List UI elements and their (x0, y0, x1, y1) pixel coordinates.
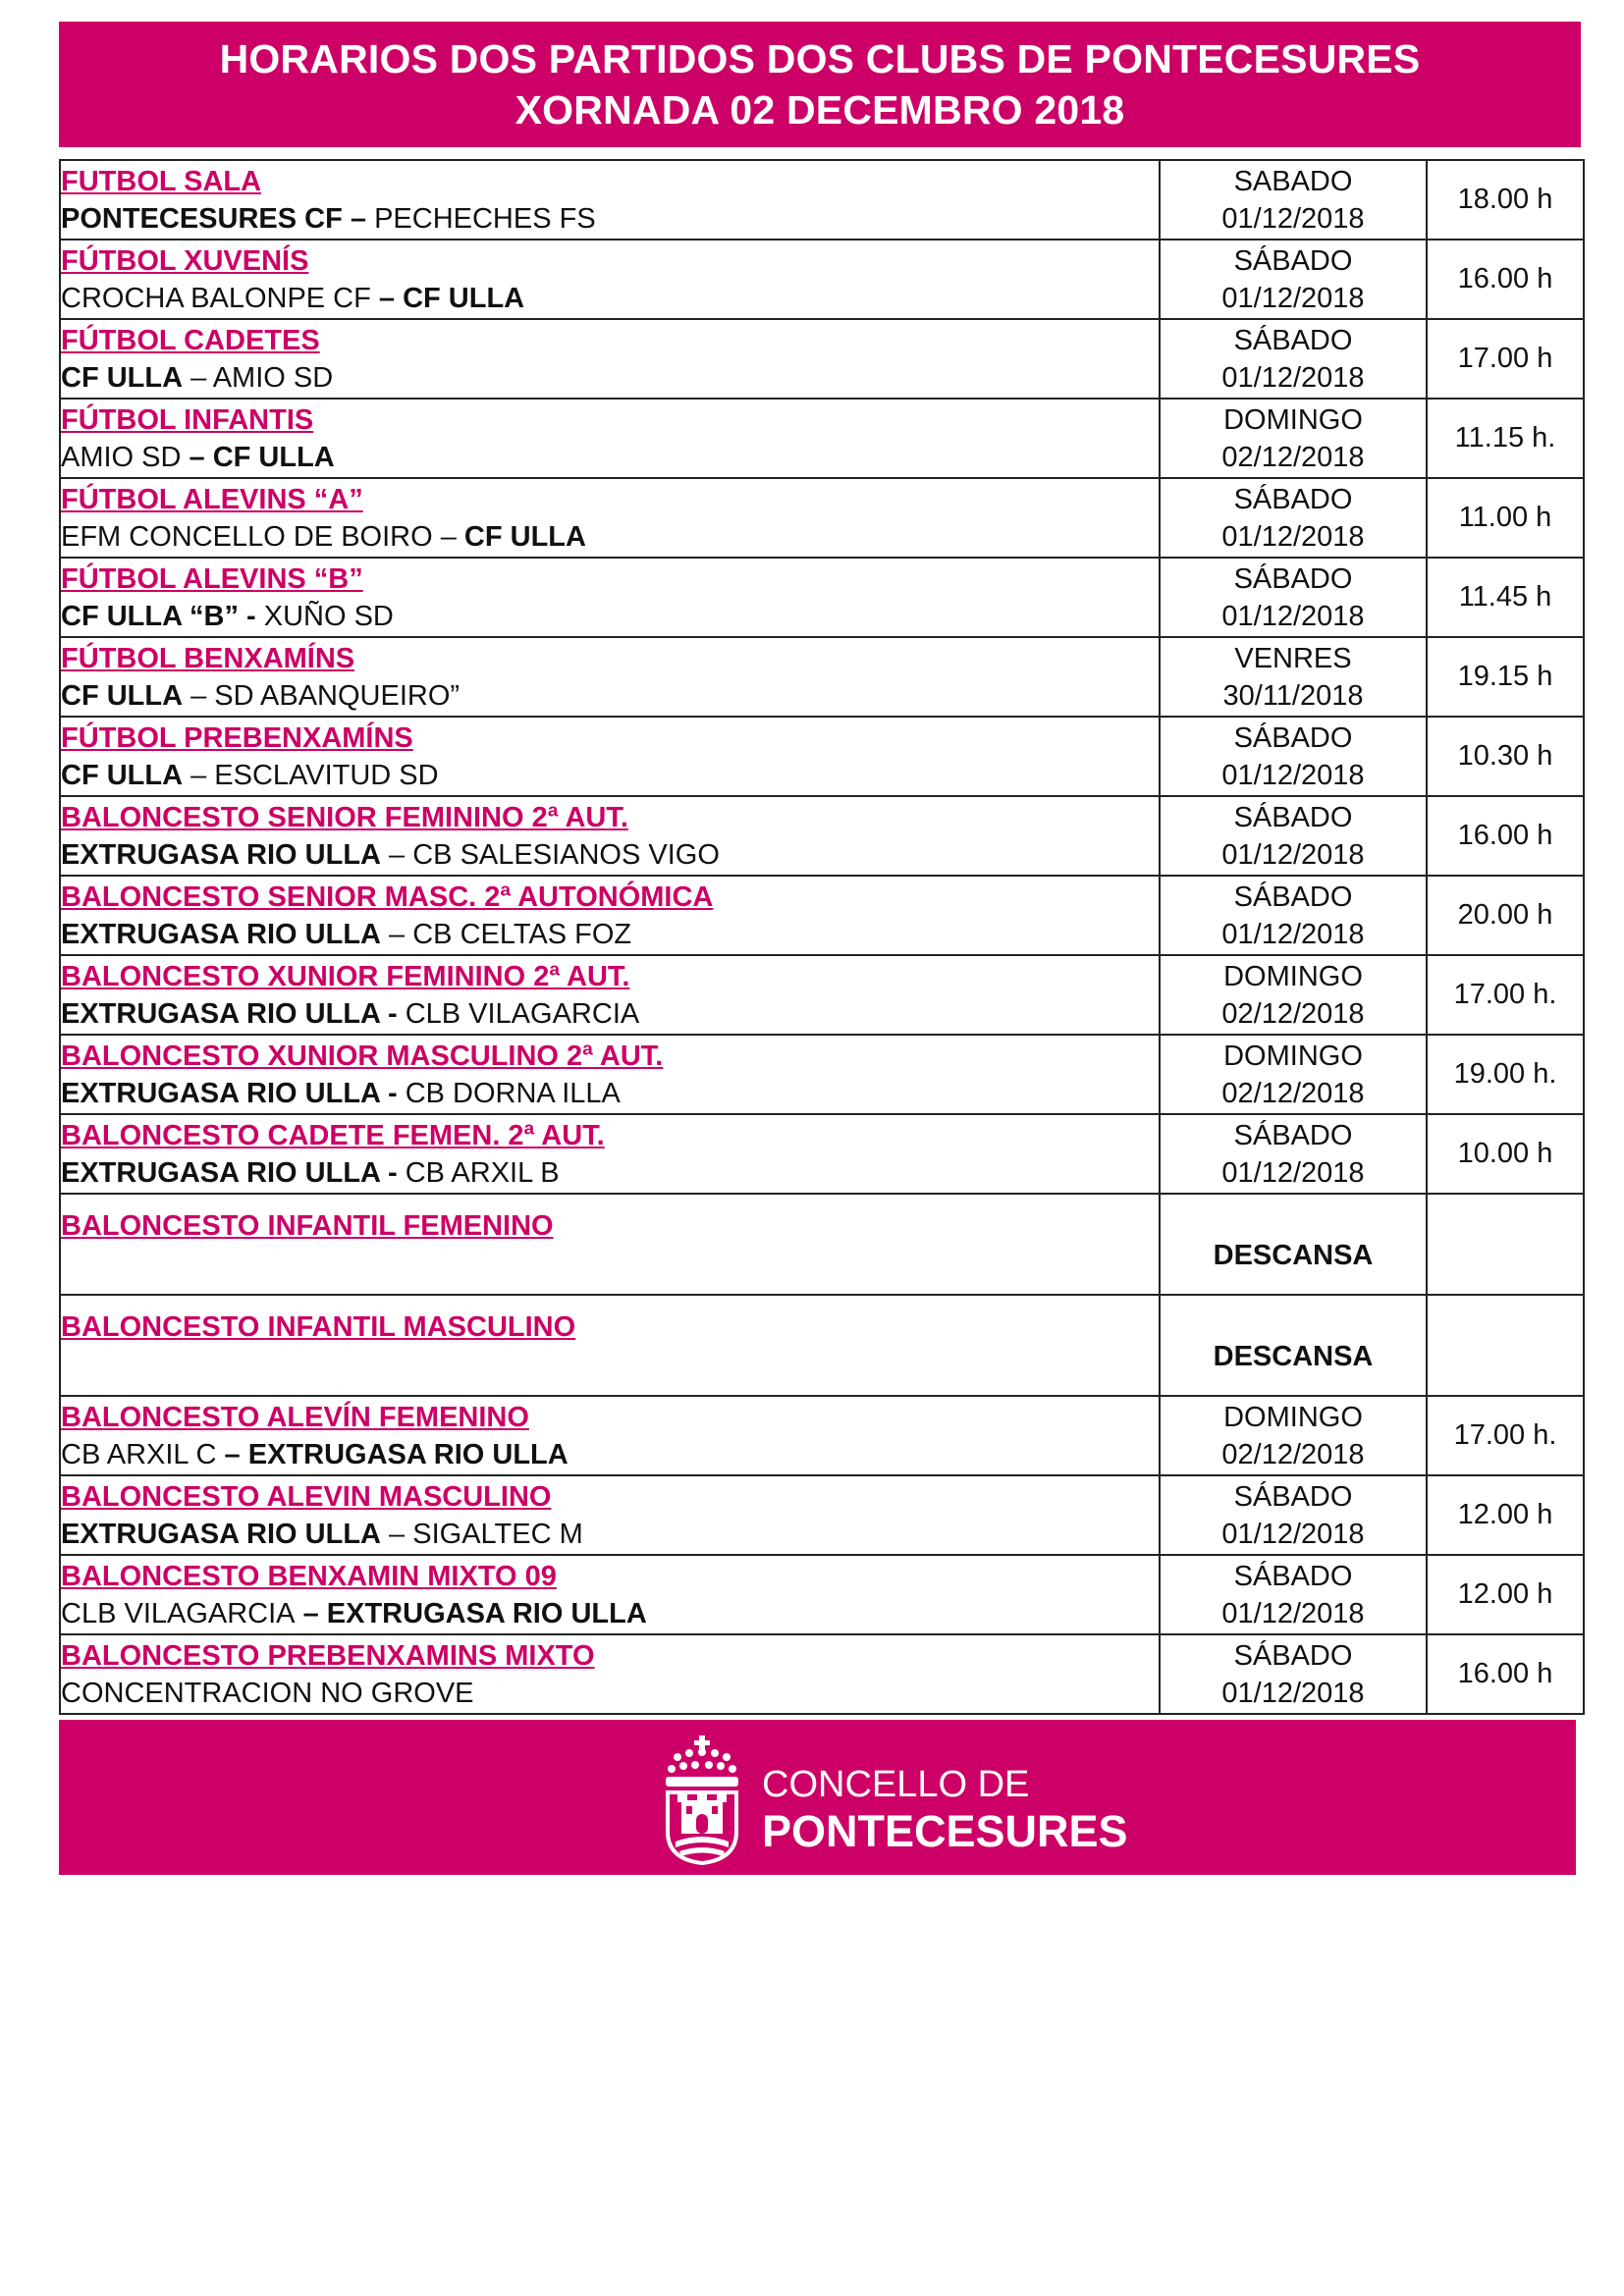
rest-label: DESCANSA (1213, 1239, 1374, 1271)
category-link[interactable]: FÚTBOL INFANTIS (61, 403, 314, 436)
team-segment: EXTRUGASA RIO ULLA (61, 1518, 381, 1550)
event-cell (60, 1634, 1160, 1714)
team-segment: CF ULLA (61, 759, 184, 791)
event-cell (60, 240, 1160, 319)
match-date: 02/12/2018 (1221, 997, 1365, 1030)
event-cell (60, 1114, 1160, 1194)
team-segment: CB DORNA ILLA (405, 1077, 621, 1109)
team-segment: – (380, 1518, 413, 1550)
table-row (60, 1555, 1584, 1634)
category-link[interactable]: BALONCESTO SENIOR FEMININO 2ª AUT. (61, 801, 628, 833)
team-segment: CROCHA BALONPE CF (61, 282, 371, 314)
match-date: 30/11/2018 (1222, 679, 1364, 712)
weekday: DOMINGO (1223, 960, 1363, 992)
event-cell (60, 1295, 1160, 1396)
date-cell (1160, 160, 1427, 240)
time-cell: 16.00 h (1427, 240, 1584, 319)
event-cell (60, 1194, 1160, 1295)
team-segment: CF ULLA “B” (61, 600, 239, 632)
event-cell (60, 1475, 1160, 1555)
page-footer (59, 1720, 1576, 1875)
time-cell: 11.00 h (1427, 478, 1584, 558)
category-link[interactable]: FÚTBOL ALEVINS “A” (61, 483, 363, 515)
date-cell (1160, 1194, 1427, 1295)
team-segment: – (183, 759, 215, 791)
event-cell (60, 399, 1160, 478)
team-segment: CONCENTRACION NO GROVE (61, 1677, 474, 1709)
table-row (60, 1194, 1584, 1295)
time-cell (1427, 1295, 1584, 1396)
team-segment: – (380, 918, 413, 950)
table-row (60, 160, 1584, 240)
date-cell (1160, 478, 1427, 558)
municipal-crest-icon (658, 1734, 746, 1867)
weekday: DOMINGO (1223, 1040, 1363, 1072)
team-segment: CB ARXIL C (61, 1438, 217, 1470)
match-teams (61, 757, 1159, 794)
time-cell: 17.00 h. (1427, 1396, 1584, 1475)
match-date: 01/12/2018 (1221, 1518, 1365, 1550)
table-row (60, 1634, 1584, 1714)
footer-brand-line1: CONCELLO DE (762, 1764, 1030, 1805)
match-teams (61, 995, 1159, 1033)
category-link[interactable]: BALONCESTO PREBENXAMINS MIXTO (61, 1639, 595, 1672)
weekday: SABADO (1233, 165, 1353, 197)
team-segment: - (379, 1077, 406, 1109)
match-teams (61, 1436, 1159, 1473)
date-cell (1160, 1295, 1427, 1396)
team-segment: PONTECESURES CF (61, 202, 343, 235)
team-segment: SD ABANQUEIRO” (214, 679, 460, 712)
time-cell: 17.00 h. (1427, 955, 1584, 1035)
weekday: SÁBADO (1233, 244, 1353, 277)
date-cell (1160, 240, 1427, 319)
footer-brand (762, 1763, 1128, 1857)
match-date: 01/12/2018 (1221, 202, 1365, 235)
event-cell (60, 1396, 1160, 1475)
time-cell: 19.00 h. (1427, 1035, 1584, 1114)
team-segment: CF ULLA (61, 679, 184, 712)
team-segment: PECHECHES FS (374, 202, 596, 235)
team-segment: CF ULLA (212, 441, 335, 473)
time-cell: 10.30 h (1427, 717, 1584, 796)
page-header (59, 22, 1581, 147)
category-link[interactable]: FÚTBOL ALEVINS “B” (61, 562, 363, 595)
team-segment: CF ULLA (403, 282, 525, 314)
event-cell (60, 160, 1160, 240)
table-row (60, 319, 1584, 399)
match-teams (61, 677, 1159, 715)
time-cell: 17.00 h (1427, 319, 1584, 399)
team-segment: SIGALTEC M (412, 1518, 583, 1550)
match-teams (61, 1675, 1159, 1712)
date-cell (1160, 1114, 1427, 1194)
time-cell: 20.00 h (1427, 876, 1584, 955)
team-segment: - (379, 997, 406, 1030)
date-cell (1160, 399, 1427, 478)
category-link[interactable]: FÚTBOL BENXAMÍNS (61, 642, 355, 674)
match-teams (61, 1595, 1159, 1632)
time-cell: 18.00 h (1427, 160, 1584, 240)
match-date: 02/12/2018 (1221, 1438, 1365, 1470)
team-segment: AMIO SD (212, 361, 334, 394)
table-row (60, 955, 1584, 1035)
match-teams (61, 280, 1159, 317)
match-date: 01/12/2018 (1221, 1156, 1365, 1189)
time-cell: 11.15 h. (1427, 399, 1584, 478)
match-teams (61, 836, 1159, 874)
table-row (60, 637, 1584, 717)
team-segment: ESCLAVITUD SD (214, 759, 439, 791)
weekday: SÁBADO (1233, 721, 1353, 754)
date-cell (1160, 1475, 1427, 1555)
event-cell (60, 319, 1160, 399)
team-segment: EXTRUGASA RIO ULLA (326, 1597, 647, 1629)
team-segment: – (181, 441, 213, 473)
team-segment: EXTRUGASA RIO ULLA (61, 918, 381, 950)
team-segment: CLB VILAGARCIA (405, 997, 640, 1030)
match-teams (61, 518, 1159, 556)
team-segment: – (183, 361, 213, 394)
match-teams (61, 439, 1159, 476)
table-row (60, 1475, 1584, 1555)
match-teams (61, 200, 1159, 238)
team-segment: – (370, 282, 404, 314)
match-date: 01/12/2018 (1221, 282, 1365, 314)
table-row (60, 478, 1584, 558)
team-segment: – (380, 838, 413, 871)
date-cell (1160, 876, 1427, 955)
team-segment: CB ARXIL B (405, 1156, 560, 1189)
table-row (60, 876, 1584, 955)
weekday: SÁBADO (1233, 324, 1353, 356)
team-segment: CF ULLA (463, 520, 586, 553)
team-segment: CB CELTAS FOZ (412, 918, 632, 950)
team-segment: AMIO SD (61, 441, 182, 473)
weekday: SÁBADO (1233, 801, 1353, 833)
match-date: 01/12/2018 (1221, 600, 1365, 632)
category-link[interactable]: FÚTBOL XUVENÍS (61, 244, 309, 277)
category-link[interactable]: BALONCESTO CADETE FEMEN. 2ª AUT. (61, 1119, 605, 1151)
match-date: 01/12/2018 (1221, 361, 1365, 394)
team-segment: - (238, 600, 264, 632)
time-cell: 10.00 h (1427, 1114, 1584, 1194)
match-date: 02/12/2018 (1221, 1077, 1365, 1109)
weekday: VENRES (1234, 642, 1352, 674)
category-link[interactable]: BALONCESTO XUNIOR FEMININO 2ª AUT. (61, 960, 630, 992)
weekday: SÁBADO (1233, 1560, 1353, 1592)
weekday: SÁBADO (1233, 881, 1353, 913)
table-row (60, 1295, 1584, 1396)
match-teams (61, 1154, 1159, 1192)
team-segment: – (432, 520, 464, 553)
team-segment: EXTRUGASA RIO ULLA (61, 1077, 380, 1109)
weekday: SÁBADO (1233, 1639, 1353, 1672)
time-cell (1427, 1194, 1584, 1295)
date-cell (1160, 717, 1427, 796)
category-link[interactable]: FUTBOL SALA (61, 165, 262, 197)
time-cell: 11.45 h (1427, 558, 1584, 637)
table-row (60, 1035, 1584, 1114)
match-teams (61, 598, 1159, 635)
header-title: HORARIOS DOS PARTIDOS DOS CLUBS DE PONTECESURES (219, 36, 1421, 81)
time-cell: 16.00 h (1427, 1634, 1584, 1714)
category-link[interactable]: BALONCESTO INFANTIL MASCULINO (61, 1310, 576, 1343)
date-cell (1160, 1555, 1427, 1634)
event-cell (60, 796, 1160, 876)
weekday: DOMINGO (1223, 403, 1363, 436)
team-segment: CLB VILAGARCIA (61, 1597, 296, 1629)
match-teams (61, 1245, 1159, 1282)
match-teams (61, 1516, 1159, 1553)
match-teams (61, 359, 1159, 397)
rest-label: DESCANSA (1213, 1340, 1374, 1372)
team-segment: - (379, 1156, 406, 1189)
match-date: 01/12/2018 (1221, 1597, 1365, 1629)
team-segment: – (342, 202, 375, 235)
weekday: SÁBADO (1233, 1119, 1353, 1151)
event-cell (60, 637, 1160, 717)
category-link[interactable]: BALONCESTO INFANTIL FEMENINO (61, 1209, 554, 1242)
date-cell (1160, 319, 1427, 399)
event-cell (60, 876, 1160, 955)
event-cell (60, 478, 1160, 558)
category-link[interactable]: BALONCESTO SENIOR MASC. 2ª AUTONÓMICA (61, 881, 714, 913)
table-row (60, 558, 1584, 637)
time-cell: 12.00 h (1427, 1475, 1584, 1555)
team-segment: EXTRUGASA RIO ULLA (61, 1156, 380, 1189)
match-date: 01/12/2018 (1221, 759, 1365, 791)
category-link[interactable]: BALONCESTO ALEVÍN FEMENINO (61, 1401, 529, 1433)
weekday: SÁBADO (1233, 483, 1353, 515)
date-cell (1160, 1634, 1427, 1714)
weekday: DOMINGO (1223, 1401, 1363, 1433)
match-teams (61, 1346, 1159, 1383)
time-cell: 16.00 h (1427, 796, 1584, 876)
footer-brand-line2: PONTECESURES (762, 1806, 1128, 1856)
category-link[interactable]: BALONCESTO ALEVIN MASCULINO (61, 1480, 552, 1513)
date-cell (1160, 1035, 1427, 1114)
table-row (60, 399, 1584, 478)
weekday: SÁBADO (1233, 1480, 1353, 1513)
header-subtitle: XORNADA 02 DECEMBRO 2018 (514, 87, 1125, 133)
team-segment: – (183, 679, 215, 712)
team-segment: EXTRUGASA RIO ULLA (61, 997, 380, 1030)
match-date: 01/12/2018 (1221, 520, 1365, 553)
event-cell (60, 1555, 1160, 1634)
match-teams (61, 916, 1159, 953)
category-link[interactable]: BALONCESTO BENXAMIN MIXTO 09 (61, 1560, 557, 1592)
category-link[interactable]: FÚTBOL PREBENXAMÍNS (61, 721, 413, 754)
event-cell (60, 955, 1160, 1035)
date-cell (1160, 637, 1427, 717)
match-date: 02/12/2018 (1221, 441, 1365, 473)
category-link[interactable]: FÚTBOL CADETES (61, 324, 320, 356)
date-cell (1160, 1396, 1427, 1475)
time-cell: 19.15 h (1427, 637, 1584, 717)
date-cell (1160, 955, 1427, 1035)
time-cell: 12.00 h (1427, 1555, 1584, 1634)
team-segment: – (216, 1438, 248, 1470)
match-date: 01/12/2018 (1221, 1677, 1365, 1709)
team-segment: CB SALESIANOS VIGO (412, 838, 720, 871)
category-link[interactable]: BALONCESTO XUNIOR MASCULINO 2ª AUT. (61, 1040, 664, 1072)
date-cell (1160, 558, 1427, 637)
match-date: 01/12/2018 (1221, 918, 1365, 950)
schedule-table (59, 159, 1585, 1715)
event-cell (60, 717, 1160, 796)
event-cell (60, 558, 1160, 637)
match-teams (61, 1075, 1159, 1112)
table-row (60, 1114, 1584, 1194)
team-segment: – (295, 1597, 327, 1629)
team-segment: EXTRUGASA RIO ULLA (61, 838, 381, 871)
team-segment: CF ULLA (61, 361, 184, 394)
team-segment: XUÑO SD (263, 600, 394, 632)
team-segment: EXTRUGASA RIO ULLA (247, 1438, 568, 1470)
table-row (60, 1396, 1584, 1475)
table-row (60, 796, 1584, 876)
match-date: 01/12/2018 (1221, 838, 1365, 871)
table-row (60, 240, 1584, 319)
date-cell (1160, 796, 1427, 876)
table-row (60, 717, 1584, 796)
team-segment: EFM CONCELLO DE BOIRO (61, 520, 433, 553)
weekday: SÁBADO (1233, 562, 1353, 595)
event-cell (60, 1035, 1160, 1114)
